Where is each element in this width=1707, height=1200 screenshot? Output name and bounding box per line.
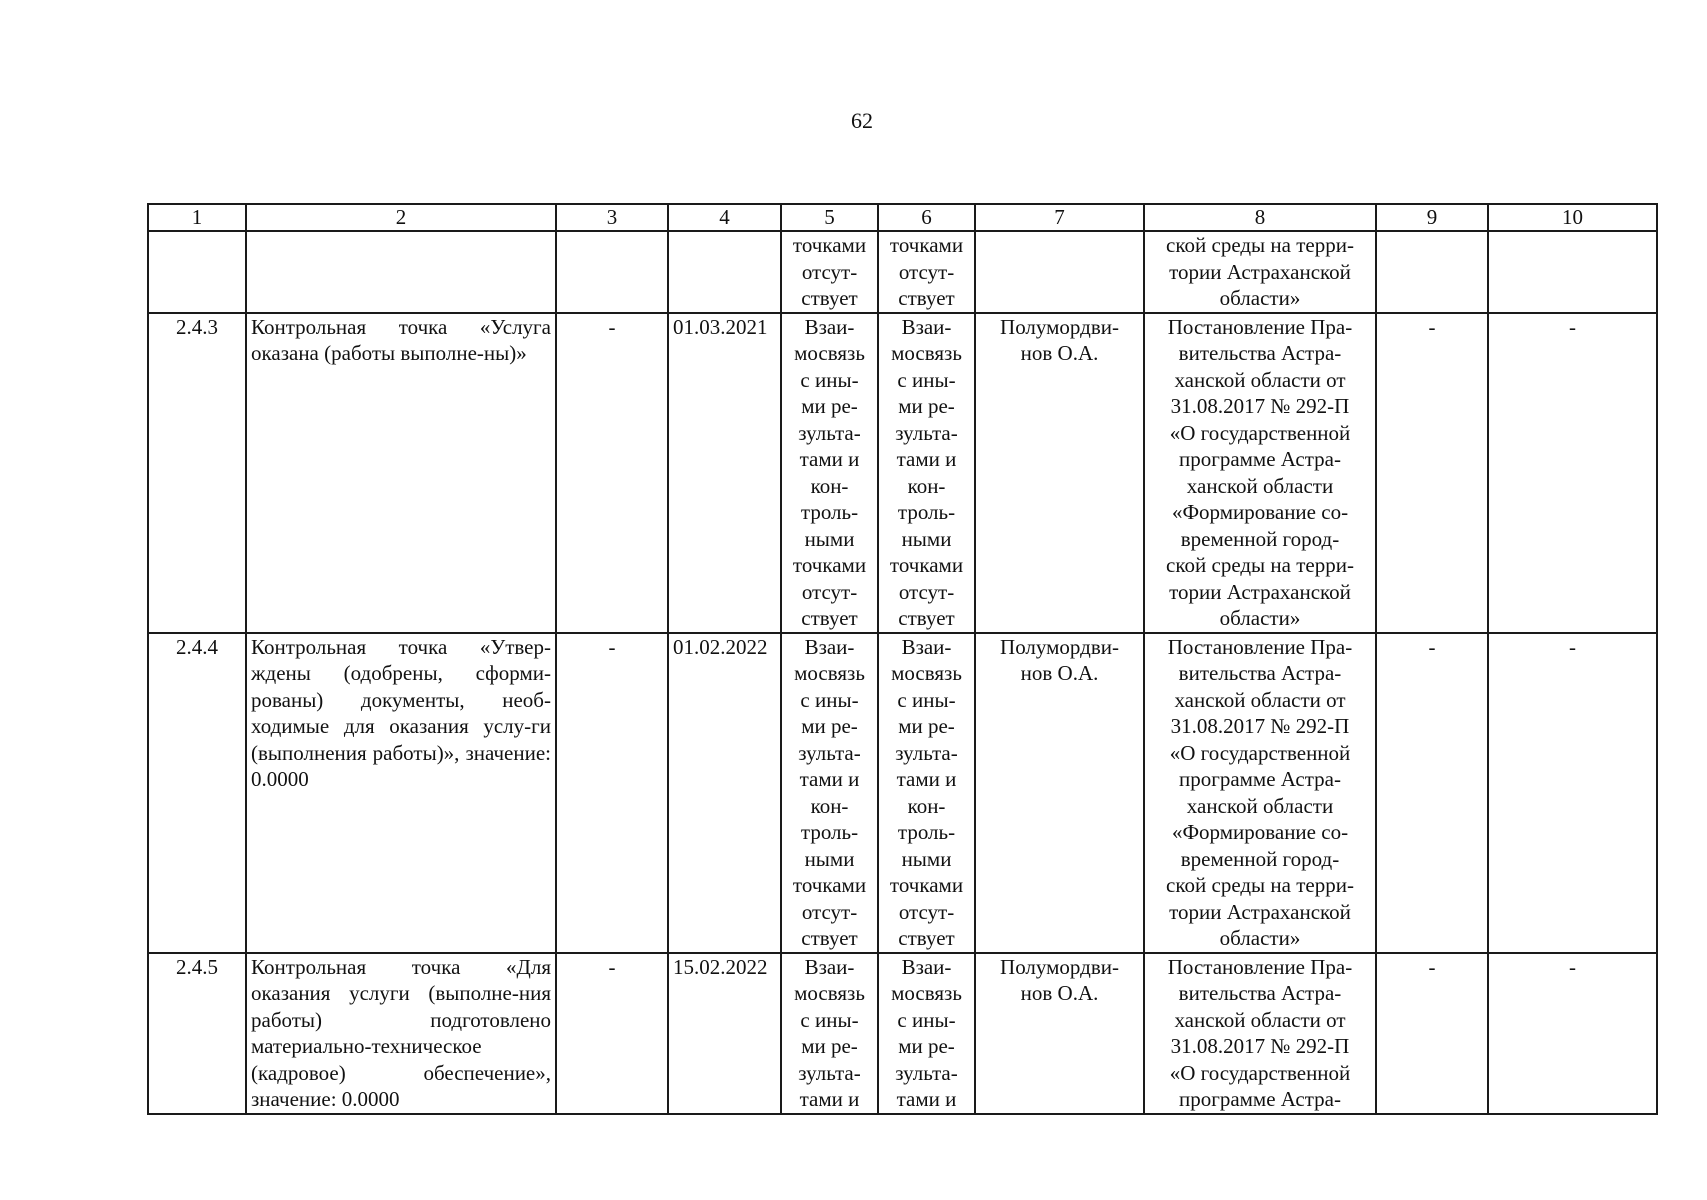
column-header-5: 5 — [781, 204, 878, 231]
cell-col9: - — [1376, 313, 1488, 633]
cell-relation-5: Взаи- мосвязь с ины- ми ре- зульта- тами и — [781, 953, 878, 1114]
cell-name: Контрольная точка «Утвер-ждены (одобрены, сформи-рованы) документы, необ-ходимые для оказания услу-ги (выполнения работы)», значение: 0.0000 — [246, 633, 556, 953]
cell-name: Контрольная точка «Услуга оказана (работы выполне-ны)» — [246, 313, 556, 633]
cell-empty — [246, 231, 556, 313]
continuation-row — [148, 231, 1657, 313]
cell-date: 01.03.2021 — [668, 313, 781, 633]
cell-col3: - — [556, 633, 668, 953]
cell-basis: Постановление Пра- вительства Астра- ханской области от 31.08.2017 № 292-П «О государственной программе Астра- — [1144, 953, 1376, 1114]
cell-col10: - — [1488, 313, 1657, 633]
cell-empty — [975, 231, 1144, 313]
cell-col9: - — [1376, 953, 1488, 1114]
cell-relation-5: точками отсут- ствует — [781, 231, 878, 313]
cell-responsible: Полумордви- нов О.А. — [975, 633, 1144, 953]
cell-col3: - — [556, 953, 668, 1114]
table-row — [148, 953, 1657, 1114]
cell-col10: - — [1488, 953, 1657, 1114]
cell-empty — [1488, 231, 1657, 313]
column-header-9: 9 — [1376, 204, 1488, 231]
cell-responsible: Полумордви- нов О.А. — [975, 313, 1144, 633]
cell-empty — [148, 231, 246, 313]
cell-relation-6: точками отсут- ствует — [878, 231, 975, 313]
page-number: 62 — [851, 108, 873, 133]
cell-responsible: Полумордви- нов О.А. — [975, 953, 1144, 1114]
cell-col9: - — [1376, 633, 1488, 953]
column-header-7: 7 — [975, 204, 1144, 231]
cell-number: 2.4.4 — [148, 633, 246, 953]
column-header-6: 6 — [878, 204, 975, 231]
cell-number: 2.4.3 — [148, 313, 246, 633]
column-header-8: 8 — [1144, 204, 1376, 231]
cell-relation-5: Взаи- мосвязь с ины- ми ре- зульта- тами и кон- троль- ными точками отсут- ствует — [781, 313, 878, 633]
cell-col10: - — [1488, 633, 1657, 953]
column-header-10: 10 — [1488, 204, 1657, 231]
cell-basis: ской среды на терри- тории Астраханской области» — [1144, 231, 1376, 313]
cell-relation-5: Взаи- мосвязь с ины- ми ре- зульта- тами и кон- троль- ными точками отсут- ствует — [781, 633, 878, 953]
cell-date: 15.02.2022 — [668, 953, 781, 1114]
cell-relation-6: Взаи- мосвязь с ины- ми ре- зульта- тами и — [878, 953, 975, 1114]
cell-basis: Постановление Пра- вительства Астра- ханской области от 31.08.2017 № 292-П «О государственной программе Астра- ханской области «Формирование со- временной город- ской среды на терри- тории Астраханской области» — [1144, 313, 1376, 633]
cell-empty — [1376, 231, 1488, 313]
header-row — [148, 204, 1657, 231]
table-header — [148, 204, 1657, 231]
cell-relation-6: Взаи- мосвязь с ины- ми ре- зульта- тами и кон- троль- ными точками отсут- ствует — [878, 633, 975, 953]
cell-relation-6: Взаи- мосвязь с ины- ми ре- зульта- тами и кон- троль- ными точками отсут- ствует — [878, 313, 975, 633]
cell-empty — [668, 231, 781, 313]
column-header-1: 1 — [148, 204, 246, 231]
table-row — [148, 633, 1657, 953]
cell-number: 2.4.5 — [148, 953, 246, 1114]
control-points-table — [147, 203, 1658, 1115]
cell-col3: - — [556, 313, 668, 633]
column-header-2: 2 — [246, 204, 556, 231]
cell-name: Контрольная точка «Для оказания услуги (выполне-ния работы) подготовлено материально-техническое (кадровое) обеспечение», значение: 0.0000 — [246, 953, 556, 1114]
cell-basis: Постановление Пра- вительства Астра- ханской области от 31.08.2017 № 292-П «О государственной программе Астра- ханской области «Формирование со- временной город- ской среды на терри- тории Астраханской области» — [1144, 633, 1376, 953]
column-header-3: 3 — [556, 204, 668, 231]
cell-date: 01.02.2022 — [668, 633, 781, 953]
column-header-4: 4 — [668, 204, 781, 231]
table-row — [148, 313, 1657, 633]
cell-empty — [556, 231, 668, 313]
